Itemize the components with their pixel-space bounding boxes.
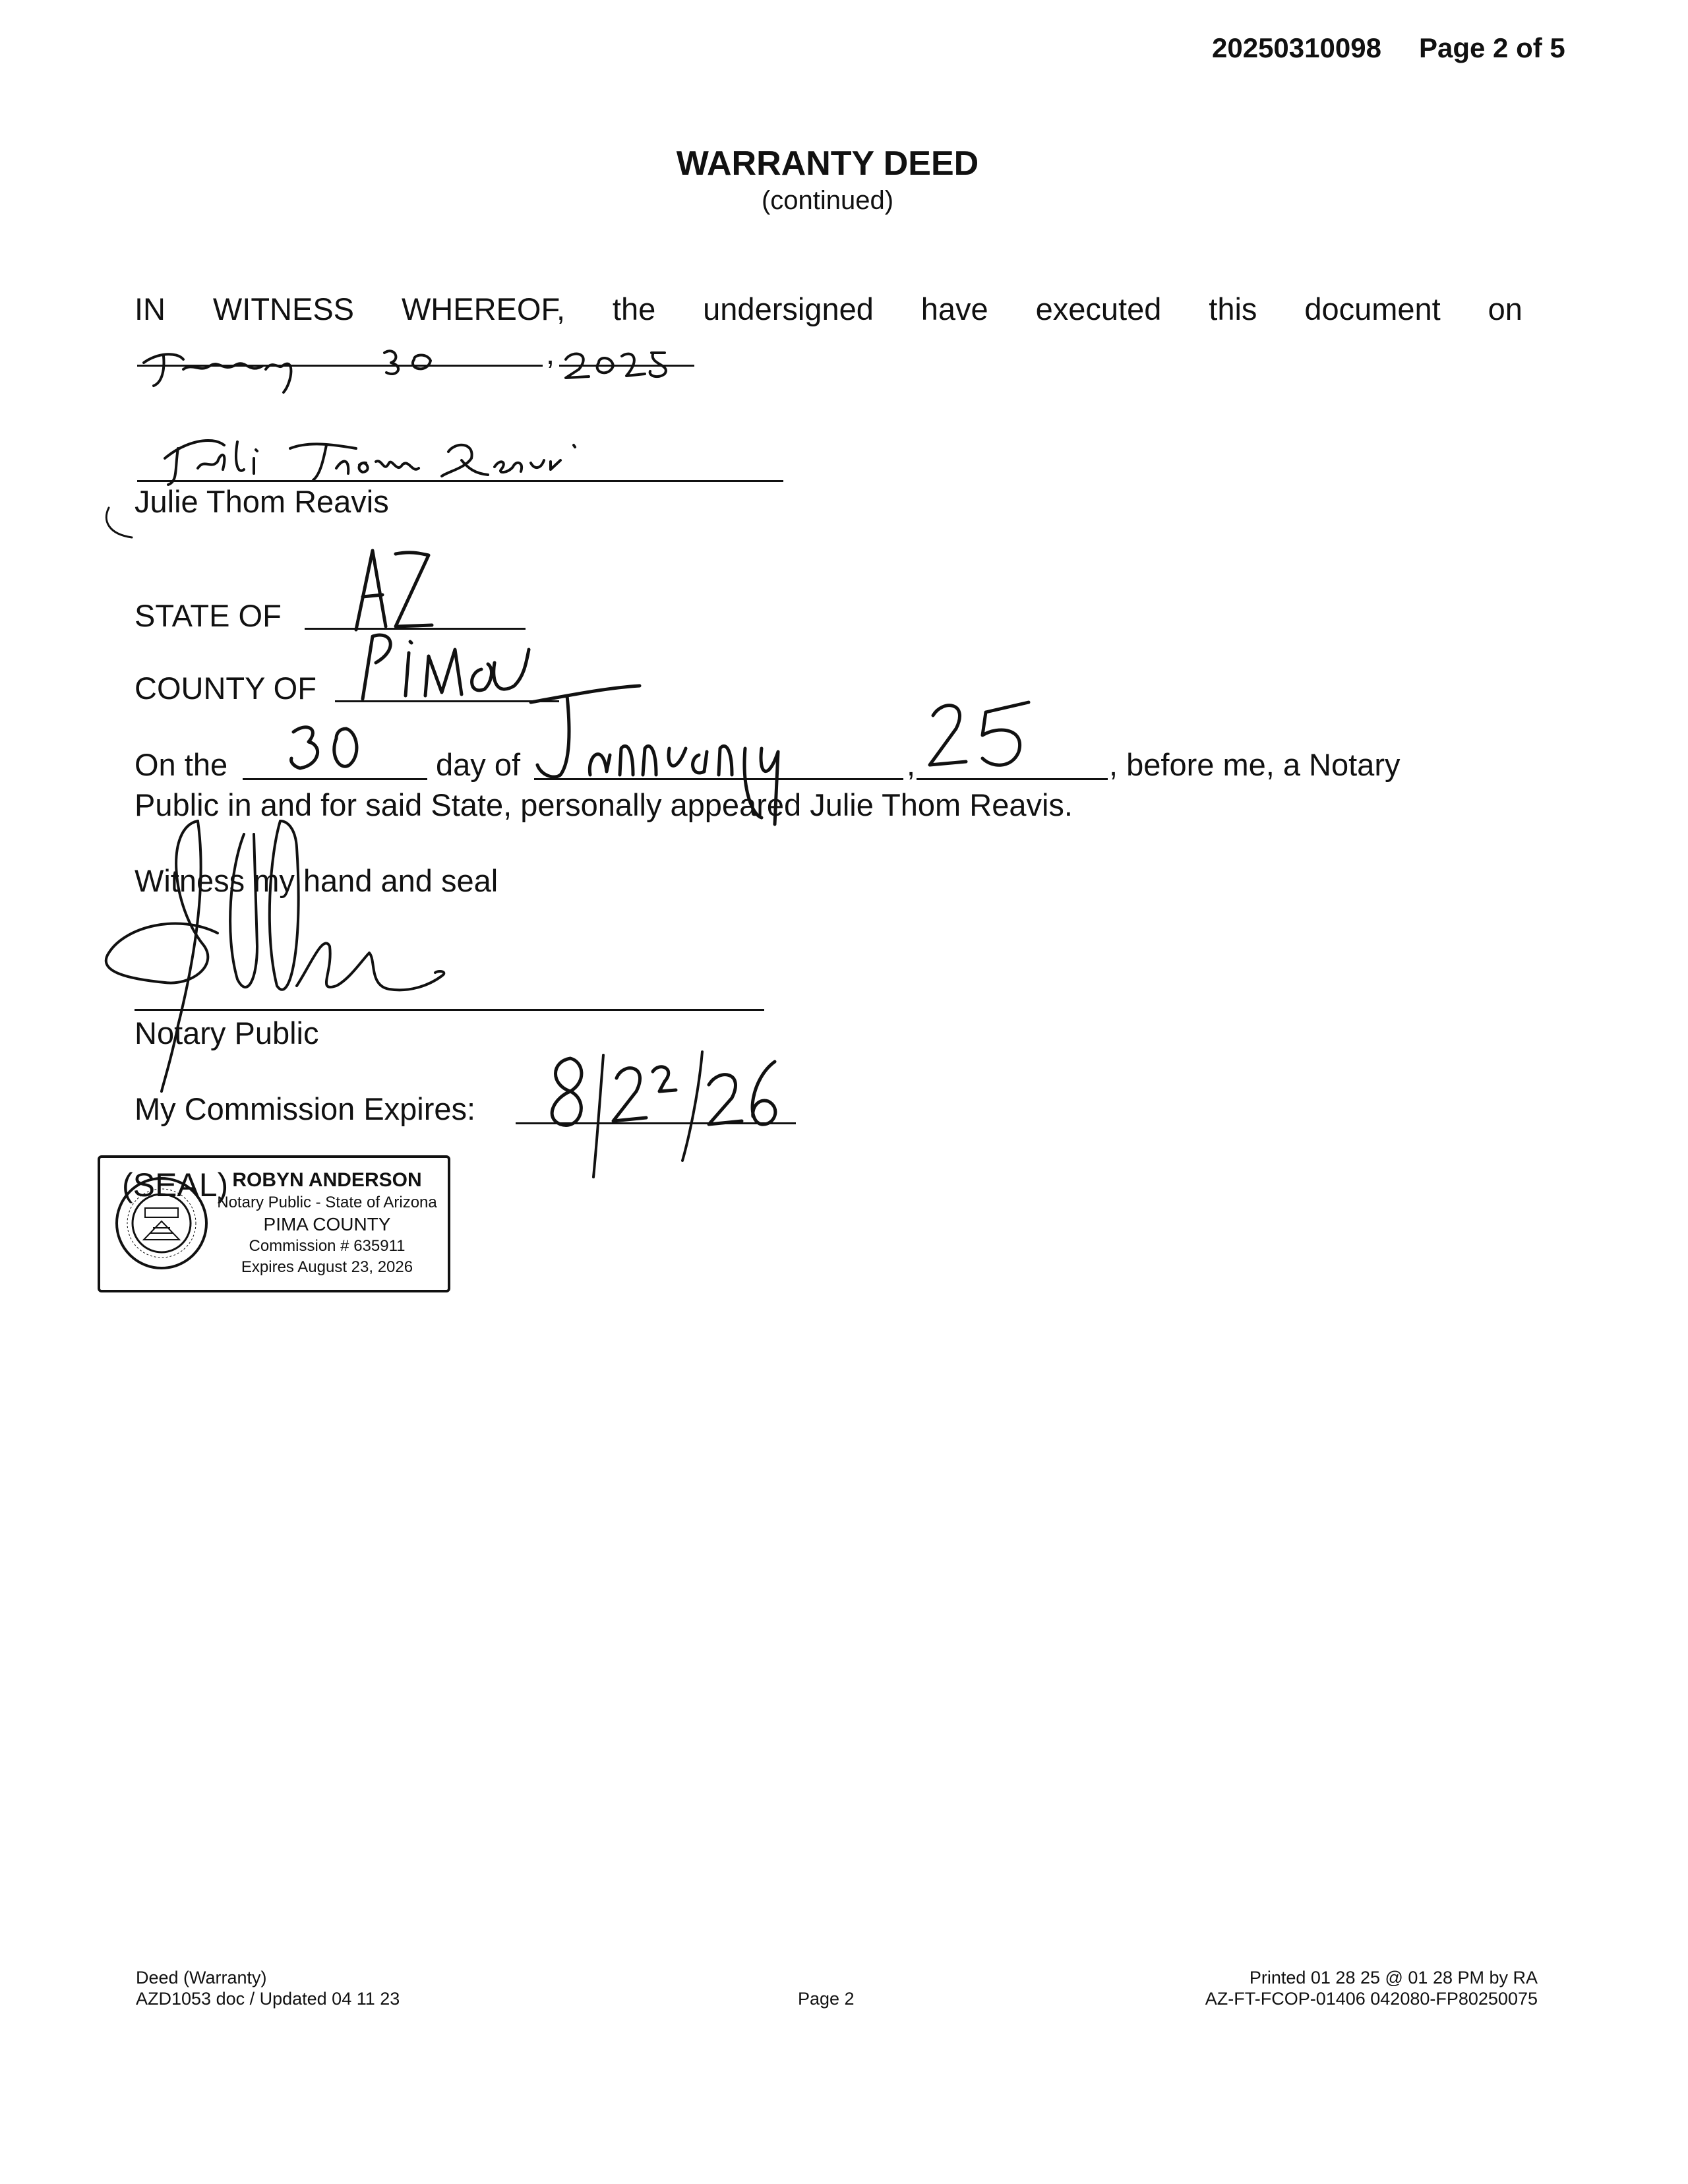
notary-title: Notary Public <box>135 1016 319 1050</box>
county-label: COUNTY OF <box>135 671 316 706</box>
signer-name: Julie Thom Reavis <box>135 484 389 519</box>
state-label: STATE OF <box>135 598 282 633</box>
footer-form-code: AZD1053 doc / Updated 04 11 23 <box>136 1989 400 2009</box>
page-title: WARRANTY DEED <box>676 144 979 183</box>
witness-word: IN <box>135 291 166 326</box>
stamp-notary-state: Notary Public - State of Arizona <box>217 1194 437 1211</box>
stamp-expiration: Expires August 23, 2026 <box>241 1258 413 1276</box>
year-handwriting <box>920 689 1039 775</box>
notary-signature <box>99 814 547 1105</box>
footer-form-name: Deed (Warranty) <box>136 1968 267 1987</box>
ack-tail: , before me, a Notary <box>1109 747 1401 782</box>
footer-left <box>136 1967 400 2009</box>
ack-comma: , <box>907 747 916 782</box>
footer-printed: Printed 01 28 25 @ 01 28 PM by RA <box>1249 1968 1538 1987</box>
execution-date-comma: , <box>546 336 555 371</box>
witness-word: WITNESS <box>212 291 355 326</box>
day-line <box>243 778 427 780</box>
year-line <box>917 778 1108 780</box>
document-number: 20250310098 <box>1212 32 1381 63</box>
witness-word: have <box>920 291 988 326</box>
witness-word: undersigned <box>703 291 874 326</box>
witness-word: on <box>1488 291 1522 326</box>
ack-day-of: day of <box>436 747 521 782</box>
stamp-text <box>215 1168 439 1278</box>
stamp-commission: Commission # 635911 <box>249 1237 406 1255</box>
commission-handwriting <box>541 1045 804 1177</box>
witness-statement <box>135 293 1522 324</box>
footer-page-number: Page 2 <box>798 1989 855 2009</box>
page-indicator: Page 2 of 5 <box>1419 32 1565 63</box>
footer-file-code: AZ-FT-FCOP-01406 042080-FP80250075 <box>1205 1989 1538 2009</box>
witness-hand-seal: Witness my hand and seal <box>135 863 498 898</box>
stamp-county: PIMA COUNTY <box>263 1214 391 1234</box>
seal-label: (SEAL) <box>122 1167 229 1203</box>
state-handwriting <box>349 541 442 633</box>
witness-word: the <box>612 291 656 326</box>
witness-word: document <box>1304 291 1441 326</box>
witness-word: WHEREOF, <box>401 291 565 326</box>
county-handwriting <box>356 623 541 702</box>
commission-label: My Commission Expires: <box>135 1091 476 1126</box>
footer-right <box>1205 1967 1538 2009</box>
witness-word: executed <box>1035 291 1162 326</box>
ack-line-2: Public in and for said State, personally appeared Julie Thom Reavis. <box>135 787 1073 822</box>
execution-date-handwriting <box>137 333 704 396</box>
ack-on-the: On the <box>135 747 228 782</box>
page-subtitle: (continued) <box>761 186 894 215</box>
witness-word: this <box>1209 291 1257 326</box>
day-handwriting <box>284 719 376 778</box>
stamp-notary-name: ROBYN ANDERSON <box>232 1169 422 1191</box>
